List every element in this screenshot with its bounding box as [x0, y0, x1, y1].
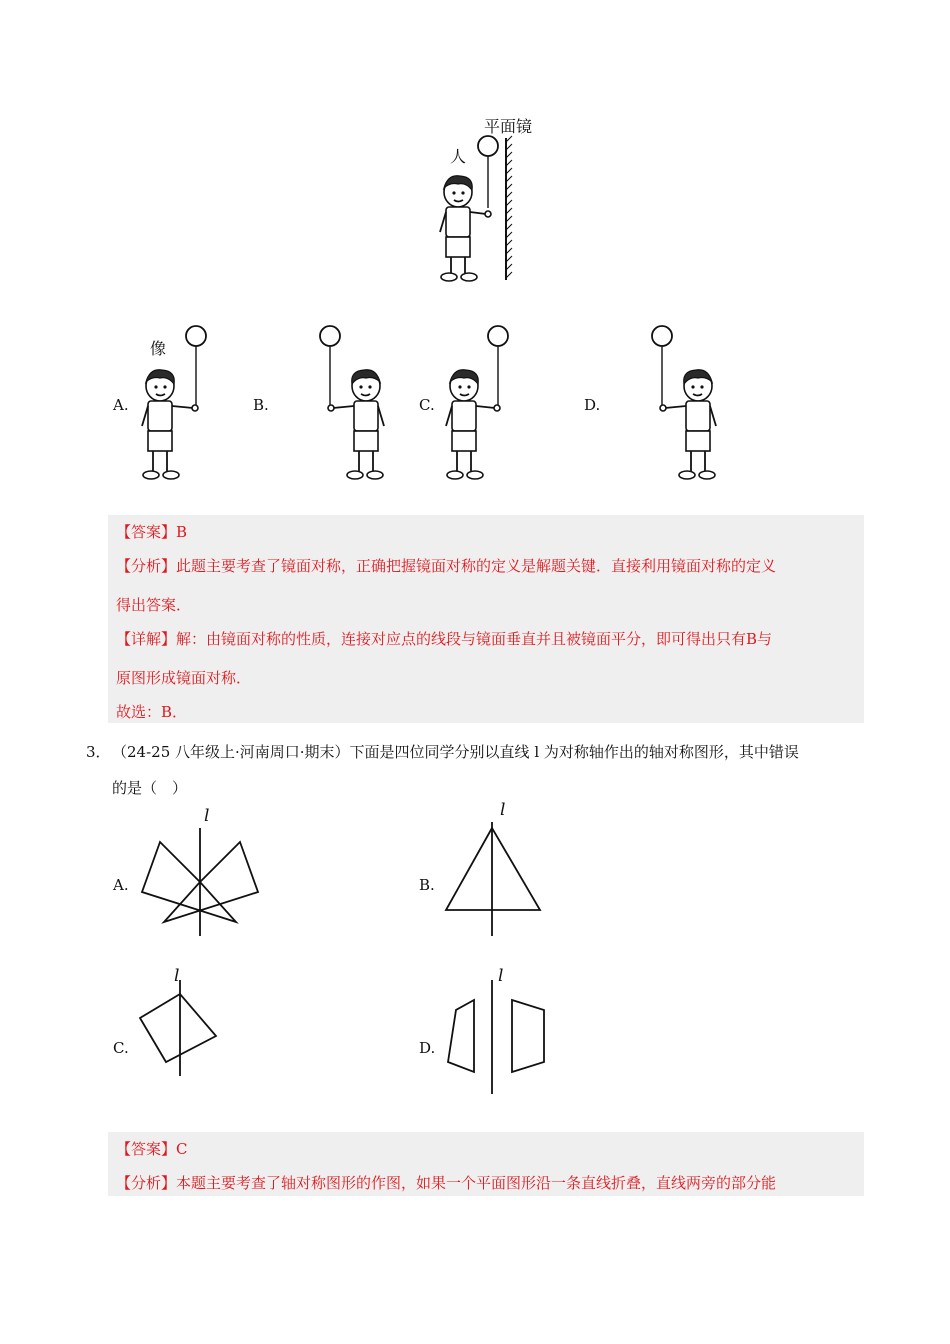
- q3-axis-label-c: l: [174, 966, 180, 986]
- mirror-label: 平面镜: [484, 117, 533, 136]
- q2-answer-line: 【答案】B: [116, 523, 188, 541]
- q3-axis-label-b: l: [500, 800, 506, 820]
- q2-option-c-label[interactable]: C.: [419, 396, 435, 414]
- q3-option-c-figure: [134, 980, 234, 1080]
- q2-detail-line: 【详解】解：由镜面对称的性质，连接对应点的线段与镜面垂直并且被镜面平分，即可得出只有B与: [116, 630, 773, 648]
- q3-number: 3．: [86, 743, 111, 761]
- mirror-figure: [430, 130, 530, 290]
- q2-option-a-label[interactable]: A.: [113, 396, 129, 414]
- q3-question-line2: 的是（ ）: [112, 779, 188, 797]
- q2-option-b-figure: [310, 322, 390, 492]
- q3-analysis-line: 【分析】本题主要考查了轴对称图形的作图，如果一个平面图形沿一条直线折叠，直线两旁的部分能: [116, 1174, 777, 1192]
- q3-answer-line: 【答案】C: [116, 1140, 188, 1158]
- q2-option-c-figure: [440, 322, 520, 492]
- q2-analysis-line: 【分析】此题主要考查了镜面对称，正确把握镜面对称的定义是解题关键．直接利用镜面对称的定义: [116, 557, 777, 575]
- q2-detail-cont: 原图形成镜面对称．: [116, 669, 252, 687]
- q3-option-a-label[interactable]: A.: [113, 876, 129, 894]
- q3-answer-box: [108, 1132, 864, 1196]
- q3-option-c-label[interactable]: C.: [113, 1039, 129, 1057]
- q3-question-line1: （24-25 八年级上·河南周口·期末）下面是四位同学分别以直线 l 为对称轴作出的轴对称图形，其中错误: [112, 743, 799, 761]
- q3-option-a-figure: [130, 808, 270, 938]
- q2-option-b-label[interactable]: B.: [253, 396, 269, 414]
- q3-option-d-figure: [440, 980, 550, 1100]
- q3-option-b-label[interactable]: B.: [419, 876, 435, 894]
- q2-analysis-cont: 得出答案．: [116, 596, 192, 614]
- person-label: 人: [450, 147, 467, 166]
- q3-axis-label-a: l: [204, 806, 210, 826]
- q2-choice-line: 故选：B．: [116, 703, 188, 721]
- q2-answer-box: [108, 515, 864, 723]
- q2-option-a-figure: [136, 322, 216, 492]
- q2-option-d-label[interactable]: D.: [584, 396, 601, 414]
- q3-axis-label-d: l: [498, 966, 504, 986]
- image-label: 像: [150, 339, 167, 358]
- q3-option-d-label[interactable]: D.: [419, 1039, 436, 1057]
- q2-option-d-figure: [642, 322, 722, 492]
- q3-option-b-figure: [440, 808, 550, 938]
